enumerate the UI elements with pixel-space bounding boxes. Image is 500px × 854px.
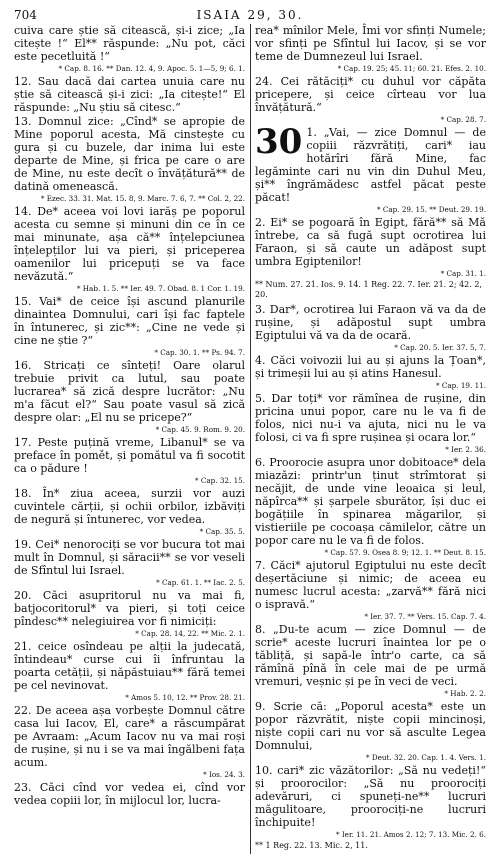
verse-paragraph bbox=[14, 115, 245, 193]
cross-reference: * Cap. 28. 7. bbox=[440, 115, 486, 124]
verse-text: 9. Scrie că: „Poporul acesta* este un popor răzvrătit, niște copii mincinoși, niște copii cari nu vor să asculte Legea Domnului, bbox=[255, 700, 486, 752]
cross-reference: * Cap. 19. 11. bbox=[436, 381, 486, 390]
left-column bbox=[14, 24, 245, 854]
verse-text: 7. Căci* ajutorul Egiptului nu este decît deșertăciune și nimic; de aceea eu numesc lucrul acesta: „zarvă** fără nici o ispravă.“ bbox=[255, 559, 486, 611]
verse-text: 20. Căci asupritorul nu va mai fi, batjocoritorul* va pieri, și toți ceice pîndesc** nelegiuirea vor fi nimiciți: bbox=[14, 589, 245, 628]
cross-reference: * Cap. 28. 14, 22. ** Mic. 2. 1. bbox=[135, 629, 245, 638]
cross-reference: * Cap. 19. 25; 45. 11; 60. 21. Efes. 2. 10. bbox=[337, 64, 486, 73]
cross-reference: * Amos 5. 10, 12. ** Prov. 28. 21. bbox=[125, 693, 245, 702]
verse-paragraph bbox=[14, 640, 245, 692]
verse-text: 10. cari* zic văzătorilor: „Să nu vedeți!“ și proorocilor: „Să nu proorociți adevăruri, ci spuneți-ne** lucruri măgulitoare, proorociți-ne lucruri închipuite! bbox=[255, 764, 486, 829]
verse-text: 8. „Du-te acum — zice Domnul — de scrie* aceste lucruri înaintea lor pe o tăbliță, și sapă-le într'o carte, ca să rămînă pînă în cele mai de pe urmă vremuri, veșnic și pe în veci de veci. bbox=[255, 623, 486, 688]
verse-paragraph bbox=[255, 75, 486, 114]
column-divider bbox=[250, 24, 251, 854]
chapter-range: 29, 30. bbox=[247, 8, 304, 22]
verse-text: 12. Sau dacă dai cartea unuia care nu știe să citească și-i zici: „Ia citește!“ El răspunde: „Nu știu să citesc.“ bbox=[14, 75, 245, 114]
verse-paragraph bbox=[255, 623, 486, 688]
verse-paragraph bbox=[14, 75, 245, 114]
verse-text: 3. Dar*, ocrotirea lui Faraon vă va da de rușine, și adăpostul supt umbra Egiptului vă va da de ocară. bbox=[255, 303, 486, 342]
cross-reference: * Cap. 61. 1. ** Iac. 2. 5. bbox=[156, 578, 245, 587]
text-columns bbox=[14, 24, 486, 854]
verse-paragraph bbox=[255, 24, 486, 63]
verse-text: 15. Vai* de ceice își ascund planurile dinaintea Domnului, cari își fac faptele în întunerec, și zic**: „Cine ne vede și cine ne știe ?“ bbox=[14, 295, 245, 347]
verse-text: 19. Cei* nenorociți se vor bucura tot mai mult în Domnul, și săracii** se vor veseli de Sfîntul lui Israel. bbox=[14, 538, 245, 577]
verse-text: 1. „Vai, — zice Domnul — de copiii răzvrătiți, cari* iau hotărîri fără Mine, fac legăminte cari nu vin din Duhul Meu, și** îngrămădesc astfel păcat peste păcat! bbox=[255, 126, 486, 204]
cross-reference: * Deut. 32. 20. Cap. 1. 4. Vers. 1. bbox=[366, 753, 486, 762]
verse-paragraph bbox=[255, 392, 486, 444]
verse-paragraph bbox=[14, 781, 245, 807]
verse-paragraph bbox=[255, 354, 486, 380]
verse-paragraph bbox=[255, 456, 486, 547]
verse-text: 18. În* ziua aceea, surzii vor auzi cuvintele cărții, și ochii orbilor, izbăviți de negură și întunerec, vor vedea. bbox=[14, 487, 245, 526]
cross-reference: * Cap. 30. 1. ** Ps. 94. 7. bbox=[154, 348, 245, 357]
running-title bbox=[0, 8, 500, 22]
verse-paragraph bbox=[14, 487, 245, 526]
verse-text: 24. Cei rătăciți* cu duhul vor căpăta pricepere, și ceice cîrteau vor lua învățătură.“ bbox=[255, 75, 486, 114]
chapter-number: 30 bbox=[255, 122, 303, 162]
verse-text: rea* mînilor Mele, Îmi vor sfinți Numele; vor sfinți pe Sfîntul lui Iacov, și se vor teme de Dumnezeul lui Israel. bbox=[255, 24, 486, 63]
verse-text: cuiva care știe să citească, și-i zice; „Ia citește !“ El** răspunde: „Nu pot, căci este pecetluită !“ bbox=[14, 24, 245, 63]
cross-reference: * Ezec. 33. 31. Mat. 15. 8, 9. Marc. 7. 6, 7. ** Col. 2, 22. bbox=[40, 194, 245, 203]
cross-reference: * Cap. 57. 9. Osea 8. 9; 12. 1. ** Deut. 8. 15. bbox=[324, 548, 486, 557]
cross-reference: * Cap. 31. 1. bbox=[440, 269, 486, 278]
cross-reference: ** 1 Reg. 22. 13. Mic. 2, 11. bbox=[255, 841, 368, 850]
book-name: ISAIA bbox=[196, 8, 242, 22]
verse-paragraph bbox=[14, 24, 245, 63]
cross-reference: * Ier. 11. 21. Amos 2. 12; 7. 13. Mic. 2. 6. bbox=[335, 830, 486, 839]
verse-text: 2. Ei* se pogoară în Egipt, fără** să Mă întrebe, ca să fugă supt ocrotirea lui Faraon, și să caute un adăpost supt umbra Egiptenilor! bbox=[255, 216, 486, 268]
page-header bbox=[14, 8, 486, 22]
verse-paragraph bbox=[14, 704, 245, 769]
verse-text: 23. Căci cînd vor vedea ei, cînd vor vedea copiii lor, în mijlocul lor, lucra- bbox=[14, 781, 245, 807]
cross-reference: * Cap. 35. 5. bbox=[199, 527, 245, 536]
verse-paragraph bbox=[14, 205, 245, 283]
verse-paragraph bbox=[255, 216, 486, 268]
verse-paragraph bbox=[255, 559, 486, 611]
verse-paragraph bbox=[255, 122, 486, 204]
verse-text: 13. Domnul zice: „Cînd* se apropie de Mine poporul acesta, Mă cinstește cu gura și cu buzele, dar inima lui este departe de Mine, și frica pe care o are de Mine, nu este decît o învățătură** de datină omenească. bbox=[14, 115, 245, 193]
verse-paragraph bbox=[255, 303, 486, 342]
page-number: 704 bbox=[14, 8, 37, 22]
cross-reference: * Hab. 1. 5. ** Ier. 49. 7. Obad. 8. 1 Cor. 1. 19. bbox=[76, 284, 245, 293]
verse-paragraph bbox=[14, 436, 245, 475]
verse-text: 17. Peste puțină vreme, Libanul* se va preface în pomět, și pomătul va fi socotit ca o pădure ! bbox=[14, 436, 245, 475]
verse-paragraph bbox=[255, 700, 486, 752]
verse-paragraph bbox=[255, 764, 486, 829]
verse-paragraph bbox=[14, 538, 245, 577]
verse-text: 21. ceice osîndeau pe alții la judecată, întindeau* curse cui îi înfruntau la poarta cetății, și năpăstuiau** fără temei pe cel nevinovat. bbox=[14, 640, 245, 692]
cross-reference: * Cap. 32. 15. bbox=[195, 476, 245, 485]
verse-text: 5. Dar toți* vor rămînea de rușine, din pricina unui popor, care nu le va fi de folos, nici nu-i va ajuta, nici nu le va folosi, ci va fi spre rușinea și ocara lor.“ bbox=[255, 392, 486, 444]
cross-reference: * Ier. 2. 36. bbox=[445, 445, 486, 454]
verse-text: 16. Stricați ce sînteți! Oare olarul trebuie privit ca lutul, sau poate lucrarea* să zică despre lucrător: „Nu m'a făcut el?“ Sau poate vasul să zică despre olar: „El nu se pricepe?“ bbox=[14, 359, 245, 424]
cross-reference: * Ios. 24. 3. bbox=[203, 770, 245, 779]
verse-text: 22. De aceea așa vorbește Domnul către casa lui Iacov, El, care* a răscumpărat pe Avraam: „Acum Iacov nu va mai roși de rușine, și nu i se va mai îngălbeni fața acum. bbox=[14, 704, 245, 769]
verse-paragraph bbox=[14, 295, 245, 347]
cross-reference: * Cap. 8. 16. ** Dan. 12. 4, 9. Apoc. 5. 1—5, 9; 6. 1. bbox=[58, 64, 245, 73]
cross-reference: * Cap. 20. 5. Ier. 37. 5, 7. bbox=[394, 343, 486, 352]
cross-reference: ** Num. 27. 21. Ios. 9. 14. 1 Reg. 22. 7. Ier. 21. 2; 42. 2, 20. bbox=[255, 280, 482, 299]
right-column bbox=[255, 24, 486, 854]
verse-text: 14. De* aceea voi lovi iarăș pe poporul acesta cu semne și minuni din ce în ce mai minunate, așa că** înțelepciunea înțelepților lui va pieri, și priceperea oamenilor lui pricepuți se va face nevăzută.“ bbox=[14, 205, 245, 283]
cross-reference: * Ier. 37. 7. ** Vers. 15. Cap. 7. 4. bbox=[364, 612, 486, 621]
cross-reference: * Hab. 2. 2. bbox=[444, 689, 486, 698]
verse-text: 4. Căci voivozii lui au și ajuns la Țoan*, și trimeșii lui au și atins Hanesul. bbox=[255, 354, 486, 380]
verse-paragraph bbox=[14, 589, 245, 628]
cross-reference: * Cap. 45. 9. Rom. 9. 20. bbox=[155, 425, 245, 434]
cross-reference: * Cap. 29. 15. ** Deut. 29. 19. bbox=[377, 205, 486, 214]
verse-text: 6. Proorocie asupra unor dobitoace* dela miazăzi: printr'un ținut strîmtorat și necăjit, de unde vine leoaica și leul, năpîrca** și șarpele sburător, își duc ei bogățiile în spinarea măgarilor, și vistieriile pe cocoașa cămilelor, către un popor care nu le va fi de folos. bbox=[255, 456, 486, 547]
verse-paragraph bbox=[14, 359, 245, 424]
